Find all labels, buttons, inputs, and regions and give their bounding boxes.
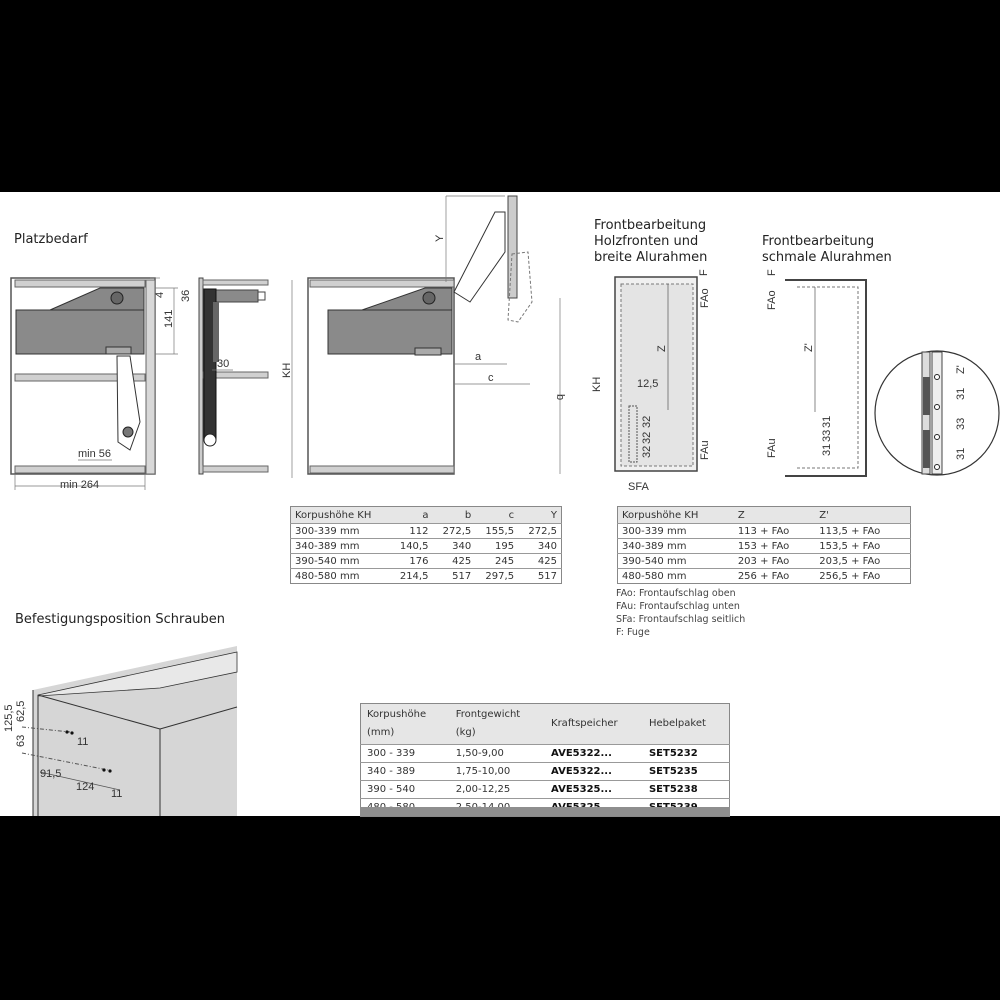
front-schmal-title: Frontbearbeitung schmale Alurahmen [762,234,892,265]
label-b: b [554,394,566,401]
befestigung-title: Befestigungsposition Schrauben [15,612,226,627]
befestigung-drawing [0,192,260,816]
dim-4: 4 [154,291,166,298]
svg-text:31: 31 [821,443,833,456]
label-fau: FAu [699,440,711,460]
table-row: 340 - 389 1,75-10,00 AVE5322... SET5235 [361,763,730,781]
label-z-prime: Z' [803,343,815,352]
table-abc: Korpushöhe KH a b c Y 300-339 mm 112 272,5 155,5 272,5 340-389 mm 140,5 340 195 340 390-540 mm 176 425 245 425 480-580 mm 214,5 517 297,5 517 [290,506,562,584]
svg-text:Z': Z' [955,365,967,374]
svg-text:32: 32 [641,445,653,458]
table-row: 390-540 mm 203 + FAo 203,5 + FAo [618,554,911,569]
label-y: Y [434,234,446,242]
svg-text:11: 11 [111,788,123,800]
svg-text:63: 63 [15,734,27,747]
svg-text:33: 33 [955,417,967,430]
label-c: c [488,372,494,384]
technical-drawing-page [0,192,1000,816]
dim-30: 30 [217,358,230,370]
dim-36: 36 [180,289,192,302]
svg-text:F: F [698,269,710,276]
svg-text:F: F [766,269,778,276]
table-footer-bar [360,807,730,816]
table-row: 300-339 mm 112 272,5 155,5 272,5 [291,524,562,539]
svg-text:62,5: 62,5 [15,700,27,722]
table-z: Korpushöhe KH Z Z' 300-339 mm 113 + FAo 113,5 + FAo 340-389 mm 153 + FAo 153,5 + FAo 390-540 mm 203 + FAo 203,5 + FAo 480-580 mm 256 + FAo 256,5 + FAo [617,506,911,584]
svg-text:31: 31 [955,387,967,400]
svg-text:FAo: FAo [766,290,778,310]
table-row: 340-389 mm 153 + FAo 153,5 + FAo [618,539,911,554]
platzbedarf-title: Platzbedarf [14,232,88,247]
abbreviation-legend: FAo: Frontaufschlag oben FAu: Frontaufschlag unten SFa: Frontaufschlag seitlich F: Fuge [616,588,746,638]
svg-text:124: 124 [76,781,95,793]
dim-12-5: 12,5 [637,378,659,390]
label-sfa: SFA [628,481,649,493]
label-kh-opening: KH [281,362,293,378]
svg-text:32: 32 [641,415,653,428]
svg-text:31: 31 [955,447,967,460]
svg-text:33: 33 [821,429,833,442]
label-kh-front: KH [591,376,603,392]
label-a: a [475,351,482,363]
label-z: Z [656,345,668,352]
svg-text:11: 11 [77,736,89,748]
table-row: 480-580 mm 214,5 517 297,5 517 [291,569,562,584]
label-fao: FAo [699,288,711,308]
dim-141: 141 [163,309,175,328]
table-row: 300 - 339 1,50-9,00 AVE5322... SET5232 [361,745,730,763]
front-holz-title: Frontbearbeitung Holzfronten und breite Alurahmen [594,218,708,265]
table-row: 300-339 mm 113 + FAo 113,5 + FAo [618,524,911,539]
dim-min-264: min 264 [60,479,100,491]
table-row: 480-580 mm 256 + FAo 256,5 + FAo [618,569,911,584]
svg-text:91,5: 91,5 [40,768,62,780]
table-row: 390 - 540 2,00-12,25 AVE5325... SET5238 [361,781,730,799]
table-row: 390-540 mm 176 425 245 425 [291,554,562,569]
dim-min-56: min 56 [78,448,112,460]
table-kraftspeicher: Korpushöhe (mm) Frontgewicht (kg) Kraftspeicher Hebelpaket 300 - 339 1,50-9,00 AVE5322... SET5232 340 - 389 1,75-10,00 AVE5322... SET5235 390 - 540 2,00-12,25 AVE5325... SET5238 [360,703,730,817]
svg-text:31: 31 [821,415,833,428]
svg-text:32: 32 [641,431,653,444]
table-row: 340-389 mm 140,5 340 195 340 [291,539,562,554]
svg-text:FAu: FAu [766,438,778,458]
svg-text:125,5: 125,5 [3,704,15,732]
